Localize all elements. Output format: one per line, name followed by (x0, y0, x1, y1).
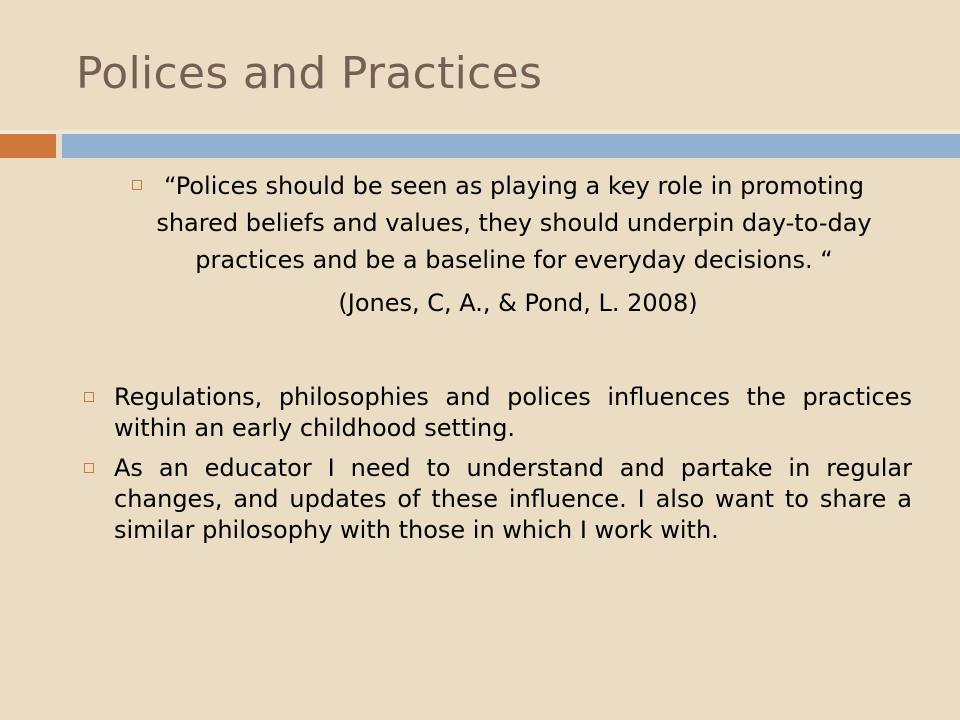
quote-citation: (Jones, C, A., & Pond, L. 2008) (338, 289, 698, 317)
slide-title: Polices and Practices (76, 48, 543, 99)
list-item (84, 453, 912, 546)
square-bullet-icon (132, 180, 142, 190)
header-bar (62, 134, 960, 158)
bullet-list (84, 382, 912, 546)
list-item-text: Regulations, philosophies and polices influences the practices within an early childhood setting. (114, 383, 912, 442)
list-item (84, 382, 912, 444)
square-bullet-icon (84, 463, 94, 473)
quote-text: “Polices should be seen as playing a key role in promoting shared beliefs and values, they should underpin day-to-day practices and be a baseline for everyday decisions. “ (156, 172, 872, 274)
list-item-text: As an educator I need to understand and partake in regular changes, and updates of these influence. I also want to share a similar philosophy with those in which I work with. (114, 454, 912, 544)
square-bullet-icon (84, 392, 94, 402)
quote-block (84, 168, 912, 279)
accent-bar (0, 134, 56, 158)
slide-content (84, 168, 912, 555)
